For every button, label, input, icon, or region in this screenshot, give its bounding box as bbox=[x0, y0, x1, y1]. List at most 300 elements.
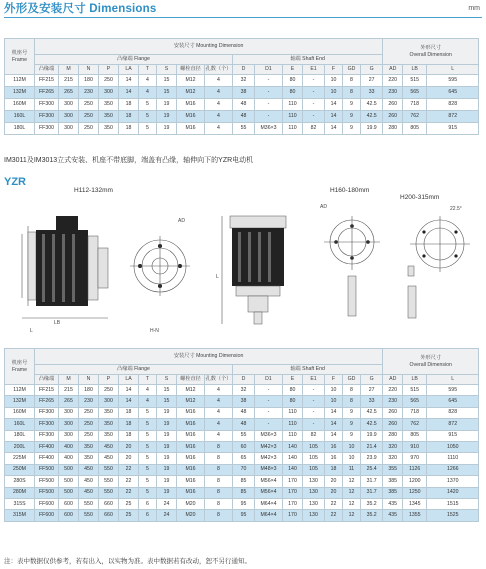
table-cell: FF500 bbox=[35, 487, 59, 498]
table-cell: 280 bbox=[383, 123, 403, 135]
table-cell: 24 bbox=[157, 510, 177, 521]
column-header: F bbox=[325, 375, 343, 385]
table-cell: 250 bbox=[79, 407, 99, 418]
table-cell: 970 bbox=[403, 453, 427, 464]
table-cell: 5 bbox=[139, 111, 157, 123]
svg-text:L: L bbox=[30, 328, 33, 334]
table-cell: 320 bbox=[383, 453, 403, 464]
table-cell: 300 bbox=[59, 99, 79, 111]
table-cell: 110 bbox=[283, 111, 303, 123]
table-cell: 250 bbox=[99, 75, 119, 87]
svg-text:L: L bbox=[216, 274, 219, 280]
column-header: N bbox=[79, 375, 99, 385]
table-cell: 762 bbox=[403, 111, 427, 123]
table-cell: 6 bbox=[139, 498, 157, 509]
frame-header-cn: 机座号 bbox=[11, 50, 28, 56]
table-cell: 12 bbox=[343, 487, 361, 498]
table-cell: M16 bbox=[177, 430, 205, 441]
page-header bbox=[4, 0, 482, 14]
table-cell: 33 bbox=[361, 396, 383, 407]
table-cell: FF600 bbox=[35, 510, 59, 521]
table-cell: 350 bbox=[99, 99, 119, 111]
frame-cell: 160L bbox=[5, 419, 35, 430]
table-cell: 550 bbox=[99, 487, 119, 498]
table-cell: FF300 bbox=[35, 430, 59, 441]
table-row bbox=[5, 453, 479, 464]
table-cell: 8 bbox=[205, 441, 233, 452]
table-cell: 19.9 bbox=[361, 430, 383, 441]
table-cell: 9 bbox=[343, 99, 361, 111]
table-cell: 48 bbox=[233, 419, 255, 430]
table-cell: 15 bbox=[157, 385, 177, 396]
table-cell: 565 bbox=[403, 396, 427, 407]
table-cell: 19 bbox=[157, 430, 177, 441]
table-cell: M64×4 bbox=[255, 498, 283, 509]
table-cell: M16 bbox=[177, 487, 205, 498]
table-cell: M12 bbox=[177, 396, 205, 407]
table-cell: 55 bbox=[233, 430, 255, 441]
table-cell: 23.9 bbox=[361, 453, 383, 464]
table-cell: 20 bbox=[325, 487, 343, 498]
table-cell: 1200 bbox=[403, 476, 427, 487]
table-cell: FF300 bbox=[35, 99, 59, 111]
table-cell: 300 bbox=[99, 396, 119, 407]
motor-end-view-right bbox=[408, 206, 470, 318]
table-cell: M12 bbox=[177, 75, 205, 87]
table-cell: 350 bbox=[99, 111, 119, 123]
motor-technical-drawings bbox=[0, 186, 486, 344]
table-cell: M36×3 bbox=[255, 430, 283, 441]
column-header: P bbox=[99, 65, 119, 75]
table-cell: 14 bbox=[325, 123, 343, 135]
table-cell: 915 bbox=[427, 430, 479, 441]
table-cell: 8 bbox=[343, 75, 361, 87]
table-cell: FF215 bbox=[35, 75, 59, 87]
table-cell: - bbox=[303, 419, 325, 430]
column-header: E bbox=[283, 65, 303, 75]
table-cell: 350 bbox=[99, 430, 119, 441]
table-cell: 24 bbox=[157, 498, 177, 509]
table-cell: 18 bbox=[119, 419, 139, 430]
table-cell: 645 bbox=[427, 87, 479, 99]
frame-cell: 112M bbox=[5, 75, 35, 87]
table-cell: 110 bbox=[283, 407, 303, 418]
table-cell: 260 bbox=[383, 407, 403, 418]
table-cell: 8 bbox=[205, 510, 233, 521]
column-header: M bbox=[59, 375, 79, 385]
table-cell: 8 bbox=[343, 87, 361, 99]
frame-cell: 160L bbox=[5, 111, 35, 123]
table-cell: 16 bbox=[325, 453, 343, 464]
frame-cell: 160M bbox=[5, 99, 35, 111]
table-cell: 14 bbox=[325, 419, 343, 430]
table-cell: 80 bbox=[283, 396, 303, 407]
column-header: LB bbox=[403, 65, 427, 75]
table-cell: 300 bbox=[59, 123, 79, 135]
table-cell: 250 bbox=[99, 385, 119, 396]
table-cell: 8 bbox=[205, 487, 233, 498]
table-cell: 19 bbox=[157, 453, 177, 464]
table-cell: 32 bbox=[233, 75, 255, 87]
table-cell: 15 bbox=[157, 75, 177, 87]
frame-cell: 132M bbox=[5, 87, 35, 99]
column-header: E1 bbox=[303, 375, 325, 385]
table-cell: - bbox=[255, 407, 283, 418]
table-cell: - bbox=[303, 75, 325, 87]
table-cell: M42×3 bbox=[255, 441, 283, 452]
frame-cell: 132M bbox=[5, 396, 35, 407]
table-cell: 550 bbox=[79, 498, 99, 509]
shaft-end-header: 轴端 Shaft End bbox=[233, 365, 383, 375]
column-header: 凸缘端 bbox=[35, 65, 59, 75]
table-cell: 718 bbox=[403, 99, 427, 111]
column-headers bbox=[5, 65, 479, 75]
table-cell: 35.2 bbox=[361, 510, 383, 521]
table-cell: 170 bbox=[283, 510, 303, 521]
table-cell: 130 bbox=[303, 510, 325, 521]
overall-header-cn: 外形尺寸 bbox=[420, 355, 442, 361]
frame-header-en: Frame bbox=[12, 56, 27, 63]
table-cell: 110 bbox=[283, 419, 303, 430]
table-cell: 4 bbox=[205, 87, 233, 99]
table-cell: 4 bbox=[205, 396, 233, 407]
table-cell: 500 bbox=[59, 464, 79, 475]
table-cell: 8 bbox=[205, 476, 233, 487]
overall-header-en: Overall Dimension bbox=[409, 361, 452, 368]
table-cell: 25 bbox=[119, 498, 139, 509]
column-header: 凸缘端 bbox=[35, 375, 59, 385]
overall-header bbox=[383, 39, 479, 65]
table-cell: 5 bbox=[139, 453, 157, 464]
frame-header-cn: 机座号 bbox=[11, 360, 28, 366]
table-cell: 31.7 bbox=[361, 487, 383, 498]
table-cell: FF400 bbox=[35, 441, 59, 452]
table-cell: 450 bbox=[79, 487, 99, 498]
mounting-note: IM3011及IM3013立式安装、机座不带底脚，端盖有凸缘，轴伸向下的YZR电动机 bbox=[4, 157, 254, 164]
table-cell: 230 bbox=[79, 396, 99, 407]
table-cell: M16 bbox=[177, 123, 205, 135]
table-cell: 20 bbox=[119, 453, 139, 464]
table-cell: M36×3 bbox=[255, 123, 283, 135]
table-cell: 14 bbox=[119, 75, 139, 87]
table-row bbox=[5, 487, 479, 498]
table-cell: 10 bbox=[325, 385, 343, 396]
table-cell: 385 bbox=[383, 487, 403, 498]
shaft-end-header: 轴端 Shaft End bbox=[233, 55, 383, 65]
table-cell: 4 bbox=[139, 385, 157, 396]
table-cell: 11 bbox=[343, 464, 361, 475]
column-header: D1 bbox=[255, 375, 283, 385]
table-cell: 515 bbox=[403, 75, 427, 87]
frame-cell: 315S bbox=[5, 498, 35, 509]
table-cell: 105 bbox=[303, 453, 325, 464]
table-cell: 170 bbox=[283, 487, 303, 498]
table-cell: 12 bbox=[343, 510, 361, 521]
table-cell: FF500 bbox=[35, 476, 59, 487]
table-cell: 600 bbox=[59, 498, 79, 509]
table-cell: 350 bbox=[79, 441, 99, 452]
table-cell: FF265 bbox=[35, 87, 59, 99]
table-cell: 355 bbox=[383, 464, 403, 475]
table-cell: 130 bbox=[303, 498, 325, 509]
table-cell: FF300 bbox=[35, 123, 59, 135]
table-cell: 10 bbox=[325, 87, 343, 99]
table-cell: FF265 bbox=[35, 396, 59, 407]
table-cell: M16 bbox=[177, 464, 205, 475]
table-cell: 35.2 bbox=[361, 498, 383, 509]
table-cell: 9 bbox=[343, 430, 361, 441]
table-cell: 22 bbox=[119, 464, 139, 475]
table-cell: 22 bbox=[119, 476, 139, 487]
table-cell: 435 bbox=[383, 498, 403, 509]
table-cell: 220 bbox=[383, 75, 403, 87]
table-cell: 19 bbox=[157, 476, 177, 487]
column-header: 螺栓直径 bbox=[177, 375, 205, 385]
table-cell: 19 bbox=[157, 99, 177, 111]
table-cell: 645 bbox=[427, 396, 479, 407]
table-row bbox=[5, 407, 479, 418]
overall-header bbox=[383, 349, 479, 375]
svg-text:22.5°: 22.5° bbox=[450, 206, 462, 212]
table-cell: 8 bbox=[205, 498, 233, 509]
table-cell: 450 bbox=[99, 441, 119, 452]
table-cell: 4 bbox=[205, 419, 233, 430]
table-cell: 762 bbox=[403, 419, 427, 430]
table-cell: 350 bbox=[99, 407, 119, 418]
table-cell: 828 bbox=[427, 407, 479, 418]
table-row bbox=[5, 476, 479, 487]
table-cell: 19 bbox=[157, 123, 177, 135]
table-cell: 4 bbox=[205, 385, 233, 396]
table-cell: 42.5 bbox=[361, 99, 383, 111]
table-cell: 250 bbox=[79, 419, 99, 430]
table-cell: 25 bbox=[119, 510, 139, 521]
table-cell: M20 bbox=[177, 498, 205, 509]
table-cell: 18 bbox=[119, 430, 139, 441]
table-cell: 260 bbox=[383, 111, 403, 123]
table-row bbox=[5, 396, 479, 407]
frame-cell: 160M bbox=[5, 407, 35, 418]
page-title: 外形及安装尺寸 Dimensions bbox=[4, 3, 157, 15]
column-header: S bbox=[157, 65, 177, 75]
table-cell: 48 bbox=[233, 407, 255, 418]
table-cell: 1050 bbox=[427, 441, 479, 452]
table-cell: 565 bbox=[403, 87, 427, 99]
frame-header-en: Frame bbox=[12, 366, 27, 373]
table-cell: 5 bbox=[139, 476, 157, 487]
table-cell: - bbox=[303, 99, 325, 111]
table-cell: 95 bbox=[233, 498, 255, 509]
table-cell: 550 bbox=[79, 510, 99, 521]
table-cell: 80 bbox=[283, 385, 303, 396]
table-cell: 230 bbox=[383, 87, 403, 99]
table-cell: 12 bbox=[343, 498, 361, 509]
table-cell: - bbox=[255, 87, 283, 99]
table-cell: 4 bbox=[205, 111, 233, 123]
table-cell: 110 bbox=[283, 99, 303, 111]
table-cell: 435 bbox=[383, 510, 403, 521]
table-cell: 660 bbox=[99, 510, 119, 521]
table-cell: 10 bbox=[343, 453, 361, 464]
svg-text:LB: LB bbox=[54, 320, 61, 326]
table-cell: 130 bbox=[303, 476, 325, 487]
table-cell: 350 bbox=[99, 419, 119, 430]
table-cell: 14 bbox=[325, 99, 343, 111]
column-header: L bbox=[427, 65, 479, 75]
table-cell: 5 bbox=[139, 430, 157, 441]
table-cell: 5 bbox=[139, 407, 157, 418]
table-cell: 300 bbox=[59, 111, 79, 123]
table-cell: 250 bbox=[79, 111, 99, 123]
table-cell: 550 bbox=[99, 464, 119, 475]
table-cell: 8 bbox=[343, 396, 361, 407]
table-cell: 19.9 bbox=[361, 123, 383, 135]
table-cell: - bbox=[255, 75, 283, 87]
table-cell: 8 bbox=[343, 385, 361, 396]
table-cell: 140 bbox=[283, 441, 303, 452]
table-cell: 22 bbox=[325, 510, 343, 521]
table-cell: 14 bbox=[119, 385, 139, 396]
table-cell: M16 bbox=[177, 407, 205, 418]
table-cell: 300 bbox=[99, 87, 119, 99]
table-cell: 1525 bbox=[427, 510, 479, 521]
table-cell: 5 bbox=[139, 99, 157, 111]
table-cell: 385 bbox=[383, 476, 403, 487]
table-cell: 70 bbox=[233, 464, 255, 475]
table-cell: 110 bbox=[283, 430, 303, 441]
table-cell: 10 bbox=[325, 396, 343, 407]
frame-header bbox=[5, 349, 35, 385]
table-cell: 105 bbox=[303, 441, 325, 452]
column-header: AD bbox=[383, 375, 403, 385]
table-cell: 19 bbox=[157, 407, 177, 418]
table-cell: 872 bbox=[427, 419, 479, 430]
table-cell: 1110 bbox=[427, 453, 479, 464]
table-cell: - bbox=[255, 419, 283, 430]
table-cell: 27 bbox=[361, 75, 383, 87]
table-cell: 1420 bbox=[427, 487, 479, 498]
table-cell: 21.4 bbox=[361, 441, 383, 452]
table-cell: 595 bbox=[427, 385, 479, 396]
table-cell: M16 bbox=[177, 99, 205, 111]
table-cell: 265 bbox=[59, 87, 79, 99]
table-cell: 220 bbox=[383, 385, 403, 396]
table-row bbox=[5, 385, 479, 396]
table-cell: 14 bbox=[325, 407, 343, 418]
svg-text:AD: AD bbox=[320, 204, 327, 210]
table-cell: 14 bbox=[119, 396, 139, 407]
table-cell: 4 bbox=[205, 75, 233, 87]
motor-end-view-left bbox=[130, 218, 190, 334]
table-cell: 300 bbox=[59, 419, 79, 430]
table-cell: 38 bbox=[233, 396, 255, 407]
footer-note: 注：表中数据仅供参考，若有出入，以实物为准。表中数据若有改动，恕不另行通知。 bbox=[4, 558, 251, 565]
table-cell: 180 bbox=[79, 385, 99, 396]
table-cell: FF300 bbox=[35, 111, 59, 123]
table-cell: 1250 bbox=[403, 487, 427, 498]
table-cell: 215 bbox=[59, 385, 79, 396]
table-cell: - bbox=[303, 87, 325, 99]
table-cell: - bbox=[255, 396, 283, 407]
section-label-yzr: YZR bbox=[4, 176, 26, 188]
table-cell: 42.5 bbox=[361, 419, 383, 430]
mounting-header: 安装尺寸 Mounting Dimension bbox=[35, 39, 383, 55]
table-cell: 260 bbox=[383, 99, 403, 111]
dimension-table-yzr bbox=[4, 348, 479, 522]
table-cell: M56×4 bbox=[255, 476, 283, 487]
table-cell: 4 bbox=[205, 407, 233, 418]
table-body bbox=[5, 385, 479, 522]
table-cell: 95 bbox=[233, 510, 255, 521]
table-cell: 1266 bbox=[427, 464, 479, 475]
frame-cell: 200L bbox=[5, 441, 35, 452]
table-cell: 400 bbox=[59, 453, 79, 464]
table-cell: 8 bbox=[205, 453, 233, 464]
column-header: T bbox=[139, 65, 157, 75]
table-cell: M12 bbox=[177, 87, 205, 99]
table-cell: 31.7 bbox=[361, 476, 383, 487]
table-cell: M42×3 bbox=[255, 453, 283, 464]
column-header: 孔数（个） bbox=[205, 375, 233, 385]
table-cell: 8 bbox=[205, 464, 233, 475]
column-header: LA bbox=[119, 65, 139, 75]
column-header: M bbox=[59, 65, 79, 75]
overall-header-cn: 外形尺寸 bbox=[420, 45, 442, 51]
table-row bbox=[5, 75, 479, 87]
column-header: 螺栓直径 bbox=[177, 65, 205, 75]
table-cell: 9 bbox=[343, 123, 361, 135]
column-header: D bbox=[233, 65, 255, 75]
table-cell: 27 bbox=[361, 385, 383, 396]
table-cell: 19 bbox=[157, 487, 177, 498]
column-header: P bbox=[99, 375, 119, 385]
table-cell: 170 bbox=[283, 498, 303, 509]
table-row bbox=[5, 430, 479, 441]
table-cell: 42.5 bbox=[361, 407, 383, 418]
frame-cell: 315M bbox=[5, 510, 35, 521]
table-cell: 19 bbox=[157, 441, 177, 452]
table-cell: 19 bbox=[157, 419, 177, 430]
table-cell: 55 bbox=[233, 123, 255, 135]
table-cell: 14 bbox=[325, 430, 343, 441]
table-cell: 15 bbox=[157, 87, 177, 99]
table-cell: 450 bbox=[79, 464, 99, 475]
drawing-label-h200-315: H200-315mm bbox=[400, 194, 440, 201]
frame-cell: 225M bbox=[5, 453, 35, 464]
table-cell: 350 bbox=[99, 123, 119, 135]
flange-header: 凸缘端 Flange bbox=[35, 365, 233, 375]
mounting-header: 安装尺寸 Mounting Dimension bbox=[35, 349, 383, 365]
table-cell: 250 bbox=[79, 430, 99, 441]
table-cell: M16 bbox=[177, 453, 205, 464]
svg-text:H-N: H-N bbox=[150, 328, 159, 334]
drawing-label-h160-180: H160-180mm bbox=[330, 187, 370, 194]
table-cell: 265 bbox=[59, 396, 79, 407]
table-cell: M16 bbox=[177, 476, 205, 487]
table-cell: 4 bbox=[205, 430, 233, 441]
column-header: LA bbox=[119, 375, 139, 385]
table-cell: M64×4 bbox=[255, 510, 283, 521]
table-cell: - bbox=[255, 99, 283, 111]
table-row bbox=[5, 87, 479, 99]
table-cell: 1370 bbox=[427, 476, 479, 487]
table-cell: 515 bbox=[403, 385, 427, 396]
column-headers bbox=[5, 375, 479, 385]
table-cell: 5 bbox=[139, 487, 157, 498]
overall-header-en: Overall Dimension bbox=[409, 51, 452, 58]
table-cell: M48×3 bbox=[255, 464, 283, 475]
table-cell: 6 bbox=[139, 510, 157, 521]
